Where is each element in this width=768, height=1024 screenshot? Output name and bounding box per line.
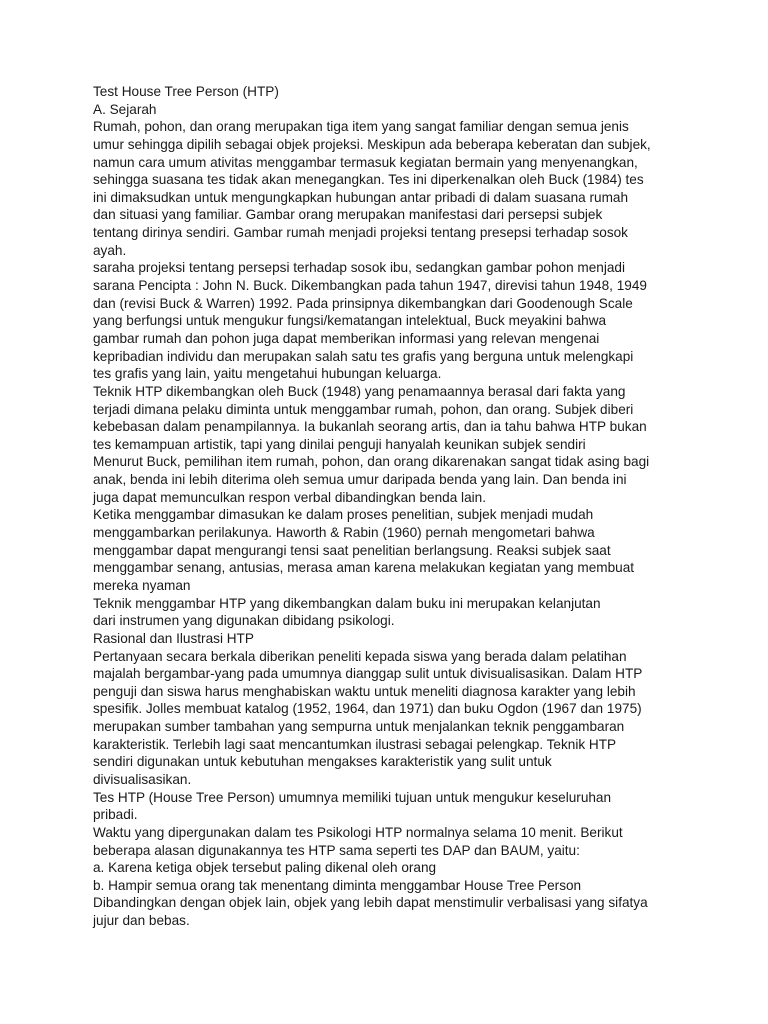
text-line: anak, benda ini lebih diterima oleh semua umur daripada benda yang lain. Dan benda ini	[93, 472, 627, 488]
document-body	[93, 83, 753, 930]
text-line: Menurut Buck, pemilihan item rumah, pohon, dan orang dikarenakan sangat tidak asing bagi	[93, 454, 650, 470]
text-line: tes grafis yang lain, yaitu mengetahui hubungan keluarga.	[93, 366, 442, 382]
text-line: menggambarkan perilakunya. Haworth & Rabin (1960) pernah mengometari bahwa	[93, 525, 595, 541]
text-line: yang berfungsi untuk mengukur fungsi/kematangan intelektual, Buck meyakini bahwa	[93, 313, 607, 329]
text-line: Teknik menggambar HTP yang dikembangkan dalam buku ini merupakan kelanjutan	[93, 595, 601, 611]
text-line: mereka nyaman	[93, 577, 191, 593]
text-line: Ketika menggambar dimasukan ke dalam proses penelitian, subjek menjadi mudah	[93, 507, 594, 523]
text-line: menggambar dapat mengurangi tensi saat penelitian berlangsung. Reaksi subjek saat	[93, 542, 611, 558]
text-line: Test House Tree Person (HTP)	[93, 84, 279, 99]
text-line: Teknik HTP dikembangkan oleh Buck (1948) yang penamaannya berasal dari fakta yang	[93, 383, 626, 399]
text-line: Tes HTP (House Tree Person) umumnya memiliki tujuan untuk mengukur keseluruhan	[93, 789, 612, 805]
text-line: jujur dan bebas.	[93, 913, 190, 929]
text-line: ayah.	[93, 242, 127, 258]
text-line: pribadi.	[93, 807, 138, 823]
text-line: Rasional dan Ilustrasi HTP	[93, 630, 254, 646]
text-line: Waktu yang dipergunakan dalam tes Psikologi HTP normalnya selama 10 menit. Berikut	[93, 824, 623, 840]
text-line: A. Sejarah	[93, 101, 157, 117]
text-line: tentang dirinya sendiri. Gambar rumah menjadi projeksi tentang presepsi terhadap sosok	[93, 225, 628, 241]
text-line: merupakan sumber tambahan yang sempurna untuk menjalankan teknik penggambaran	[93, 719, 625, 735]
text-line: umur sehingga dipilih sebagai objek projeksi. Meskipun ada beberapa keberatan dan subjek,	[93, 136, 651, 152]
text-line: sehingga suasana tes tidak akan menegangkan. Tes ini diperkenalkan oleh Buck (1984) tes	[93, 172, 644, 188]
text-line: menggambar senang, antusias, merasa aman karena melakukan kegiatan yang membuat	[93, 560, 635, 576]
text-line: dan situasi yang familiar. Gambar orang merupakan manifestasi dari persepsi subjek	[93, 207, 603, 223]
text-line: kepribadian individu dan merupakan salah satu tes grafis yang berguna untuk melengkapi	[93, 348, 634, 364]
text-line: gambar rumah dan pohon juga dapat memberikan informasi yang relevan mengenai	[93, 330, 600, 346]
text-line: saraha projeksi tentang persepsi terhadap sosok ibu, sedangkan gambar pohon menjadi	[93, 260, 626, 276]
text-line: tes kemampuan artistik, tapi yang dinilai penguji hanyalah keunikan subjek sendiri	[93, 436, 586, 452]
text-line: dari instrumen yang digunakan dibidang psikologi.	[93, 613, 395, 629]
text-line: sarana Pencipta : John N. Buck. Dikembangkan pada tahun 1947, direvisi tahun 1948, 1949	[93, 278, 647, 294]
text-line: Pertanyaan secara berkala diberikan peneliti kepada siswa yang berada dalam pelatihan	[93, 648, 627, 664]
text-line: divisualisasikan.	[93, 771, 192, 787]
text-line: b. Hampir semua orang tak menentang diminta menggambar House Tree Person	[93, 877, 582, 893]
text-line: majalah bergambar-yang pada umumnya dianggap sulit untuk divisualisasikan. Dalam HTP	[93, 666, 643, 682]
text-line: juga dapat memunculkan respon verbal dibandingkan benda lain.	[93, 489, 486, 505]
text-line: namun cara umum ativitas menggambar termasuk kegiatan bermain yang menyenangkan,	[93, 154, 638, 170]
text-line: Rumah, pohon, dan orang merupakan tiga item yang sangat familiar dengan semua jenis	[93, 119, 629, 135]
text-line: beberapa alasan digunakannya tes HTP sama seperti tes DAP dan BAUM, yaitu:	[93, 842, 580, 858]
text-line: ini dimaksudkan untuk mengungkapkan hubungan antar pribadi di dalam suasana rumah	[93, 189, 629, 205]
text-line: terjadi dimana pelaku diminta untuk menggambar rumah, pohon, dan orang. Subjek diberi	[93, 401, 634, 417]
text-line: a. Karena ketiga objek tersebut paling dikenal oleh orang	[93, 860, 437, 876]
text-line: karakteristik. Terlebih lagi saat mencantumkan ilustrasi sebagai pelengkap. Teknik HTP	[93, 736, 617, 752]
text-line: spesifik. Jolles membuat katalog (1952, 1964, dan 1971) dan buku Ogdon (1967 dan 1975)	[93, 701, 642, 717]
text-line: kebebasan dalam penampilannya. Ia bukanlah seorang artis, dan ia tahu bahwa HTP bukan	[93, 419, 647, 435]
text-line: dan (revisi Buck & Warren) 1992. Pada prinsipnya dikembangkan dari Goodenough Scale	[93, 295, 633, 311]
text-line: sendiri digunakan untuk kebutuhan mengakses karakteristik yang sulit untuk	[93, 754, 552, 770]
text-line: Dibandingkan dengan objek lain, objek yang lebih dapat menstimulir verbalisasi yang sifatya	[93, 895, 648, 911]
text-line: penguji dan siswa harus menghabiskan waktu untuk meneliti diagnosa karakter yang lebih	[93, 683, 636, 699]
